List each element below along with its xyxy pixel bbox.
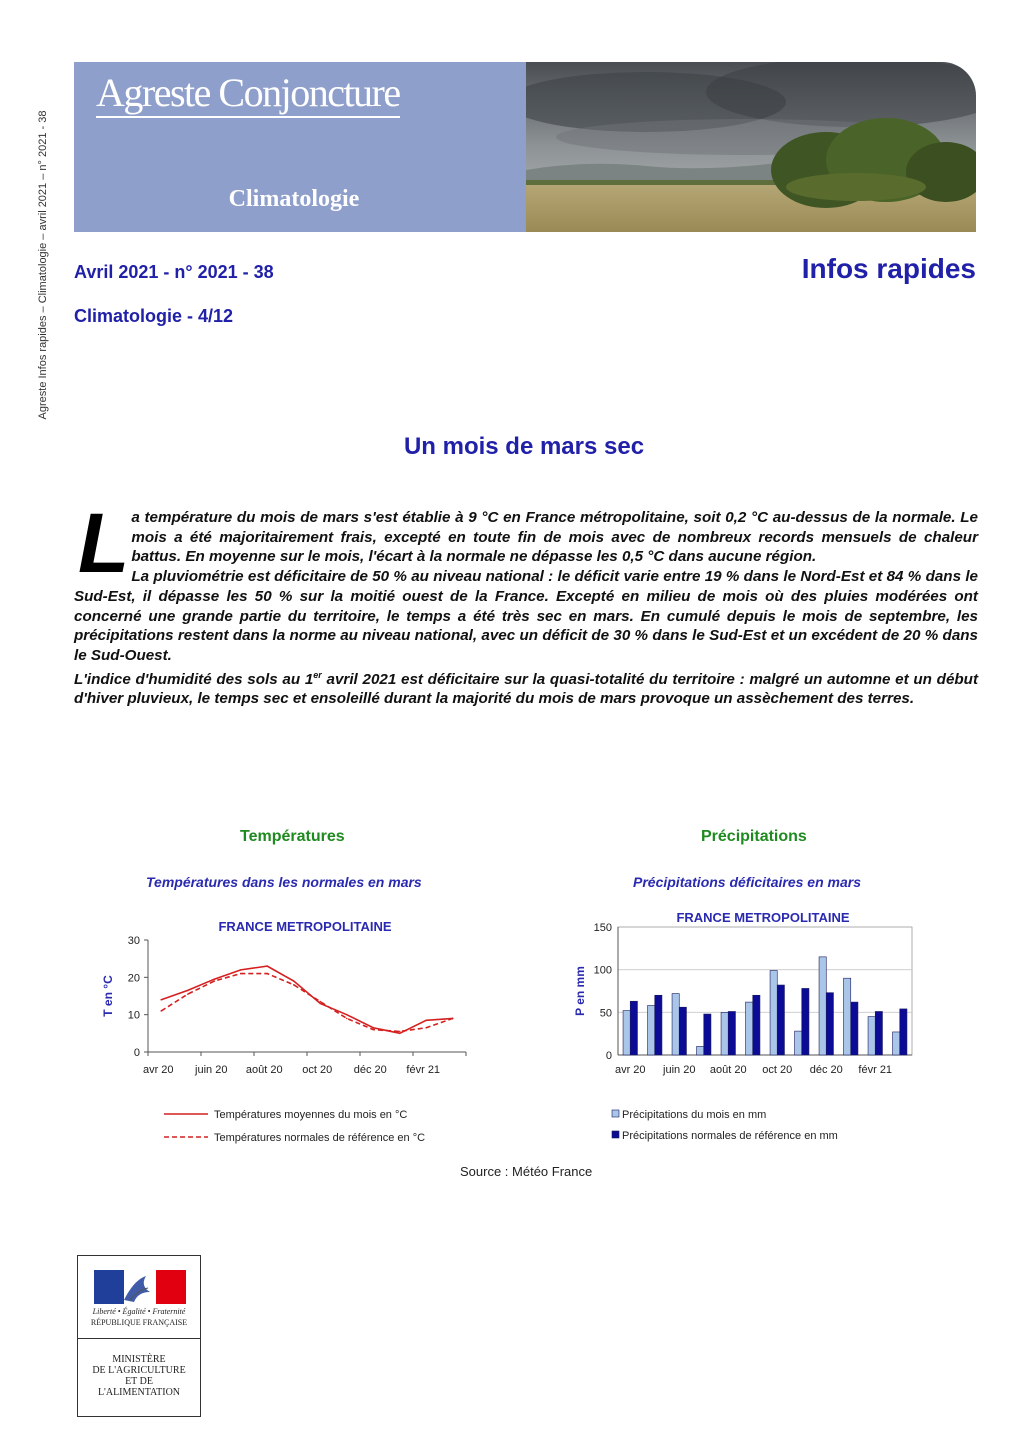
temperature-normal-point (372, 1029, 374, 1031)
precipitation-x-tick-label: déc 20 (809, 1064, 843, 1076)
precipitation-normal-bar (826, 993, 833, 1055)
temperature-normal-point (399, 1031, 401, 1033)
publication-series-label: Infos rapides (801, 253, 976, 284)
temperature-y-axis-label: T en °C (101, 975, 115, 1017)
temperature-legend-label: Températures moyennes du mois en °C (214, 1109, 408, 1121)
precipitation-chart (560, 905, 930, 1160)
precipitation-legend-swatch (612, 1110, 619, 1117)
temperature-normal-point (240, 973, 242, 975)
temperature-normal-point (213, 980, 215, 982)
superscript-er: er (313, 669, 322, 680)
marianne-flag-icon (94, 1270, 186, 1304)
temperature-actual-point (213, 978, 215, 980)
precipitation-chart-heading: Précipitations (701, 828, 807, 845)
temperature-legend-label: Températures normales de référence en °C (214, 1132, 426, 1144)
precipitation-normal-bar (655, 995, 662, 1055)
temperature-actual-line (161, 966, 453, 1033)
precipitation-normal-bar (900, 1009, 907, 1055)
temperature-normal-point (425, 1027, 427, 1029)
precipitation-x-tick-label: juin 20 (663, 1064, 696, 1076)
precipitation-normal-bar (777, 985, 784, 1055)
republic-name: RÉPUBLIQUE FRANÇAISE (90, 1318, 188, 1327)
ministry-line-2: DE L'AGRICULTURE (92, 1365, 186, 1376)
precipitation-y-tick-label: 0 (605, 1050, 612, 1062)
article-headline: Un mois de mars sec (403, 433, 645, 460)
ministry-line-3: ET DE (125, 1376, 153, 1387)
temperature-actual-point (266, 965, 268, 967)
precipitation-actual-bar (746, 1002, 753, 1055)
precipitation-legend-swatch (612, 1131, 619, 1138)
precipitation-x-tick-label: août 20 (709, 1064, 747, 1076)
temperature-y-tick-label: 20 (127, 972, 140, 985)
temperature-y-tick-label: 30 (127, 935, 140, 947)
precipitation-actual-bar (795, 1031, 802, 1055)
issue-subtitle: Climatologie - 4/12 (74, 306, 234, 326)
article-body (74, 496, 979, 709)
temperature-actual-point (293, 980, 295, 982)
precipitation-chart-subtitle: Précipitations déficitaires en mars (633, 874, 861, 890)
temperature-x-tick-label: févr 21 (406, 1064, 441, 1076)
temperature-actual-point (372, 1027, 374, 1029)
precipitation-actual-bar (721, 1012, 728, 1055)
temperature-normal-point (319, 1001, 321, 1003)
logo-divider (78, 1338, 200, 1339)
precipitation-normal-bar (679, 1007, 686, 1055)
paragraph-3 (74, 666, 978, 709)
precipitation-actual-bar (770, 971, 777, 1055)
temperature-actual-point (399, 1033, 401, 1035)
precipitation-normal-bar (802, 988, 809, 1055)
temperature-normal-point (187, 993, 189, 995)
republic-motto: Liberté • Égalité • Fraternité (92, 1307, 186, 1316)
temperature-chart-area-label: FRANCE METROPOLITAINE (218, 919, 392, 934)
precipitation-actual-bar (819, 957, 826, 1055)
header-banner (74, 62, 526, 232)
precipitation-normal-bar (875, 1011, 882, 1055)
temperature-actual-point (425, 1019, 427, 1021)
precipitation-actual-bar (623, 1011, 630, 1055)
temperature-x-tick-label: déc 20 (353, 1064, 387, 1076)
precipitation-y-axis-label: P en mm (573, 966, 587, 1016)
landscape-photo (526, 62, 976, 232)
precipitation-legend-label: Précipitations normales de référence en mm (622, 1130, 838, 1142)
temperature-x-tick-label: avr 20 (142, 1064, 174, 1076)
precipitation-actual-bar (672, 994, 679, 1055)
ministry-line-4: L'ALIMENTATION (97, 1387, 181, 1398)
precipitation-y-tick-label: 150 (593, 922, 612, 934)
ministry-line-1: MINISTÈRE (112, 1354, 166, 1365)
precipitation-normal-bar (630, 1001, 637, 1055)
precipitation-chart-area-label: FRANCE METROPOLITAINE (676, 910, 850, 925)
brand-logo-text: Agreste Conjoncture (96, 70, 400, 118)
temperature-y-tick-label: 0 (133, 1047, 140, 1059)
section-label: Climatologie (228, 186, 360, 212)
precipitation-x-tick-label: avr 20 (614, 1064, 646, 1076)
paragraph-1 (74, 496, 978, 590)
temperature-chart (90, 910, 490, 1160)
temperature-x-tick-label: juin 20 (195, 1064, 228, 1076)
temperature-normal-point (293, 984, 295, 986)
temperature-actual-point (240, 969, 242, 971)
temperature-chart-heading: Températures (240, 828, 345, 845)
ministry-name (78, 1354, 200, 1398)
temperature-normal-point (346, 1018, 348, 1020)
paragraph-1-text: a température du mois de mars s'est établie à 9 °C en France métropolitaine, soit 0,2 °C au-dessus de la normale. Le mois a été majoritairement frais, excepté en toute fin de mois avec de nombreux records mensuels de chaleur battus. En moyenne sur le mois, l'écart à la normale ne dépasse les 0,5 °C dans aucune région. (131, 509, 978, 566)
temperature-normal-point (452, 1018, 454, 1020)
precipitation-legend-label: Précipitations du mois en mm (622, 1109, 767, 1121)
paragraph-2: La pluviométrie est déficitaire de 50 % au niveau national : le déficit varie entre 19 % dans le Nord-Est et 84 % dans le Sud-Est, il dépasse les 50 % sur la moitié ouest de la France. Excepté en milieu de mois où des pluies modérées ont concerné une grande partie du territoire, le temps a été très sec en mars. En cumulé depuis le mois de septembre, les précipitations restent dans la norme au niveau national, avec un déficit de 30 % dans le Sud-Est et un excédent de 20 % dans le Sud-Ouest. (74, 568, 978, 664)
precipitation-actual-bar (648, 1006, 655, 1055)
precipitation-x-tick-label: févr 21 (858, 1064, 893, 1076)
precipitation-normal-bar (704, 1014, 711, 1055)
precipitation-x-tick-label: oct 20 (762, 1064, 793, 1076)
precipitation-actual-bar (893, 1032, 900, 1055)
temperature-chart-subtitle: Températures dans les normales en mars (146, 874, 422, 890)
temperature-x-tick-label: oct 20 (302, 1064, 333, 1076)
issue-number: Avril 2021 - n° 2021 - 38 (74, 262, 274, 282)
temperature-actual-point (319, 1003, 321, 1005)
drop-cap: L (78, 496, 130, 590)
temperature-y-tick-label: 10 (127, 1009, 140, 1022)
precipitation-y-tick-label: 100 (593, 964, 612, 977)
precipitation-actual-bar (844, 978, 851, 1055)
precipitation-y-tick-label: 50 (599, 1007, 612, 1020)
vertical-running-header: Agreste Infos rapides – Climatologie – avril 2021 – n° 2021 - 38 (37, 110, 49, 420)
temperature-actual-point (346, 1014, 348, 1016)
temperature-normal-point (266, 973, 268, 975)
temperature-actual-point (187, 990, 189, 992)
temperature-actual-point (160, 999, 162, 1001)
precipitation-actual-bar (697, 1046, 704, 1055)
source-note: Source : Météo France (460, 1164, 593, 1179)
ministry-logo (77, 1255, 201, 1417)
precipitation-normal-bar (851, 1002, 858, 1055)
precipitation-normal-bar (728, 1011, 735, 1055)
paragraph-3-text-b: avril 2021 est déficitaire sur la quasi-totalité du territoire : malgré un automne et un début d'hiver pluvieux, le temps sec et ensoleillé durant la majorité du mois de mars provoque un assèchement des terres. (74, 670, 979, 708)
temperature-normal-point (160, 1010, 162, 1012)
temperature-x-tick-label: août 20 (245, 1064, 283, 1076)
precipitation-normal-bar (753, 995, 760, 1055)
precipitation-actual-bar (868, 1017, 875, 1055)
paragraph-3-text-a: L'indice d'humidité des sols au 1 (74, 670, 314, 688)
